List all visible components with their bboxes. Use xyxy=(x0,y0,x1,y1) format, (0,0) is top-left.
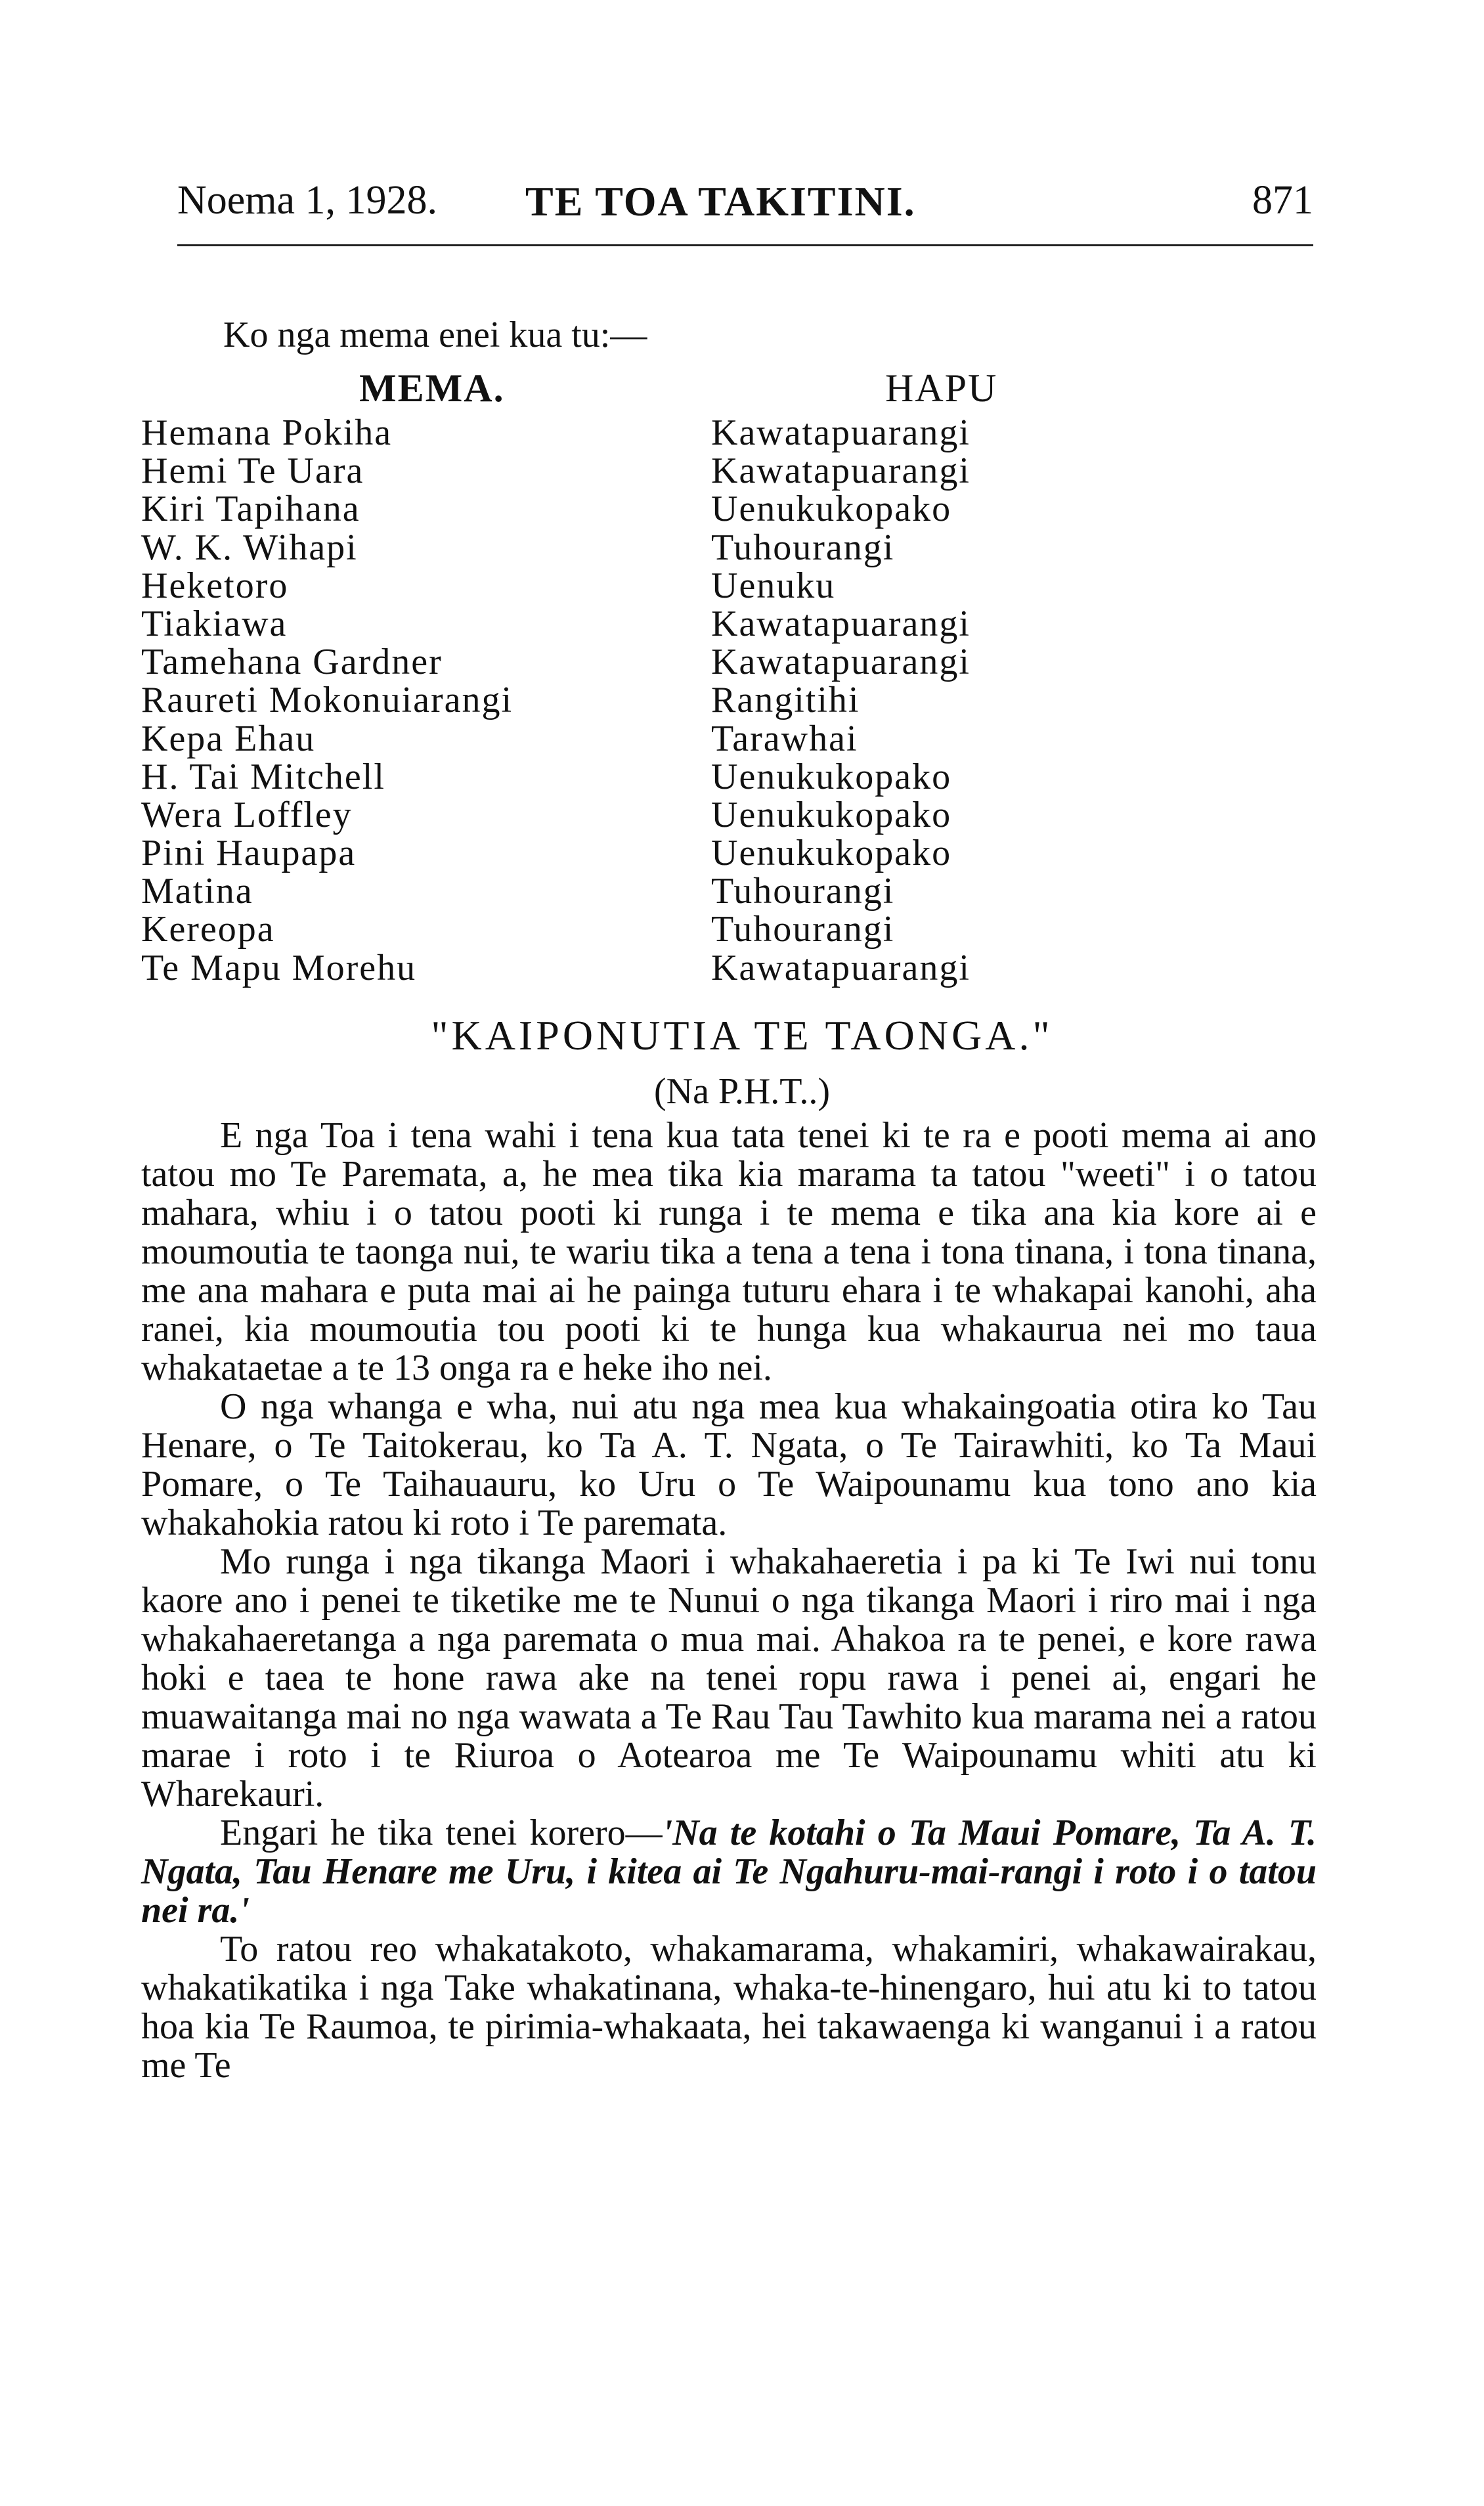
mema-name: Hemi Te Uara xyxy=(141,451,364,492)
paragraph-2: O nga whanga e wha, nui atu nga mea kua whakaingoatia otira ko Tau Henare, o Te Taitokerau, ko Ta A. T. Ngata, o Te Tairawhiti, ko Ta Maui Pomare, o Te Taihauauru, ko Uru o Te Waipounamu kua tono ano kia whakahokia ratou ki roto i Te paremata. xyxy=(141,1386,1317,1543)
hapu-name: Uenukukopako xyxy=(711,794,952,835)
hapu-column xyxy=(711,363,997,987)
paragraph-4-lead: Engari he tika tenei korero— xyxy=(220,1813,663,1853)
hapu-name: Kawatapuarangi xyxy=(711,947,971,988)
mema-name: Matina xyxy=(141,871,253,912)
hapu-list xyxy=(711,414,997,987)
mema-name: W. K. Wihapi xyxy=(141,527,358,568)
mema-name: Wera Loffley xyxy=(141,794,353,835)
mema-name: Kiri Tapihana xyxy=(141,489,360,530)
mema-name: Hemana Pokiha xyxy=(141,412,393,453)
mema-name: Pini Haupapa xyxy=(141,833,357,874)
hapu-name: Tuhourangi xyxy=(711,909,895,950)
hapu-heading: HAPU xyxy=(885,366,998,410)
publication-title: TE TOA TAKITINI. xyxy=(525,178,916,225)
page-number: 871 xyxy=(1252,178,1313,223)
issue-date: Noema 1, 1928. xyxy=(177,178,438,223)
hapu-name: Kawatapuarangi xyxy=(711,412,971,453)
hapu-name: Kawatapuarangi xyxy=(711,642,971,683)
paragraph-5: To ratou reo whakatakoto, whakamarama, whakamiri, whakawairakau, whakatikatika i nga Take whakatinana, whaka-te-hinengaro, hui atu ki to tatou hoa kia Te Raumoa, te pirimia-whakaata, hei takawaenga ki wanganui i a ratou me Te xyxy=(141,1929,1317,2086)
mema-list xyxy=(141,414,513,987)
hapu-name: Rangitihi xyxy=(711,680,860,721)
hapu-name: Tuhourangi xyxy=(711,527,895,568)
page-header xyxy=(177,177,1313,243)
mema-name: Tiakiawa xyxy=(141,603,288,644)
paragraph-4 xyxy=(141,1814,1317,1930)
mema-name: Raureti Mokonuiarangi xyxy=(141,680,513,721)
mema-column xyxy=(141,363,513,987)
hapu-name: Tarawhai xyxy=(711,718,858,759)
mema-name: Kereopa xyxy=(141,909,275,950)
mema-name: Tamehana Gardner xyxy=(141,642,443,683)
paragraph-4-quote: 'Na te kotahi o Ta Maui Pomare, Ta A. T. Ngata, Tau Henare me Uru, i kitea ai Te Ngahuru-mai-rangi i roto i o tatou nei ra.' xyxy=(141,1813,1317,1931)
mema-heading: MEMA. xyxy=(359,366,505,410)
hapu-name: Uenuku xyxy=(711,565,836,606)
hapu-name: Kawatapuarangi xyxy=(711,603,971,644)
mema-name: H. Tai Mitchell xyxy=(141,756,385,797)
mema-name: Te Mapu Morehu xyxy=(141,947,417,988)
mema-name: Kepa Ehau xyxy=(141,718,316,759)
paragraph-3: Mo runga i nga tikanga Maori i whakahaeretia i pa ki Te Iwi nui tonu kaore ano i penei te tiketike me te Nunui o nga tikanga Maori i riro mai i nga whakahaeretanga a nga paremata o mua mai. Ahakoa ra te penei, e kore rawa hoki e taea te hone rawa ake na tenei ropu rawa i penei ai, engari he muawaitanga mai no nga wawata a Te Rau Tau Tawhito kua marama nei a ratou marae i roto i te Riuroa o Aotearoa me Te Waipounamu whiti atu ki Wharekauri. xyxy=(141,1541,1317,1814)
paragraph-1: E nga Toa i tena wahi i tena kua tata tenei ki te ra e pooti mema ai ano tatou mo Te Paremata, a, he mea tika kia marama ta tatou "weeti" i o tatou mahara, whiu i o tatou pooti ki runga i te mema e tika ana kia kore ai e moumoutia te taonga nui, te wariu tika a tena a tena i tona tinana, i tona tinana, me ana mahara e puta mai ai he painga tuturu ehara i te whakapai kanohi, aha ranei, kia moumoutia tou pooti ki te hunga kua whakaurua nei mo taua whakataetae a te 13 onga ra e heke iho nei. xyxy=(141,1115,1317,1388)
article-title: "KAIPONUTIA TE TAONGA." xyxy=(431,1012,1053,1059)
header-rule xyxy=(177,244,1313,246)
members-intro: Ko nga mema enei kua tu:— xyxy=(223,315,647,355)
hapu-name: Kawatapuarangi xyxy=(711,451,971,492)
mema-name: Heketoro xyxy=(141,565,289,606)
article-byline: (Na P.H.T..) xyxy=(653,1071,831,1112)
article-body xyxy=(141,1116,1317,2085)
hapu-name: Uenukukopako xyxy=(711,756,952,797)
hapu-name: Tuhourangi xyxy=(711,871,895,912)
hapu-name: Uenukukopako xyxy=(711,489,952,530)
hapu-name: Uenukukopako xyxy=(711,833,952,874)
